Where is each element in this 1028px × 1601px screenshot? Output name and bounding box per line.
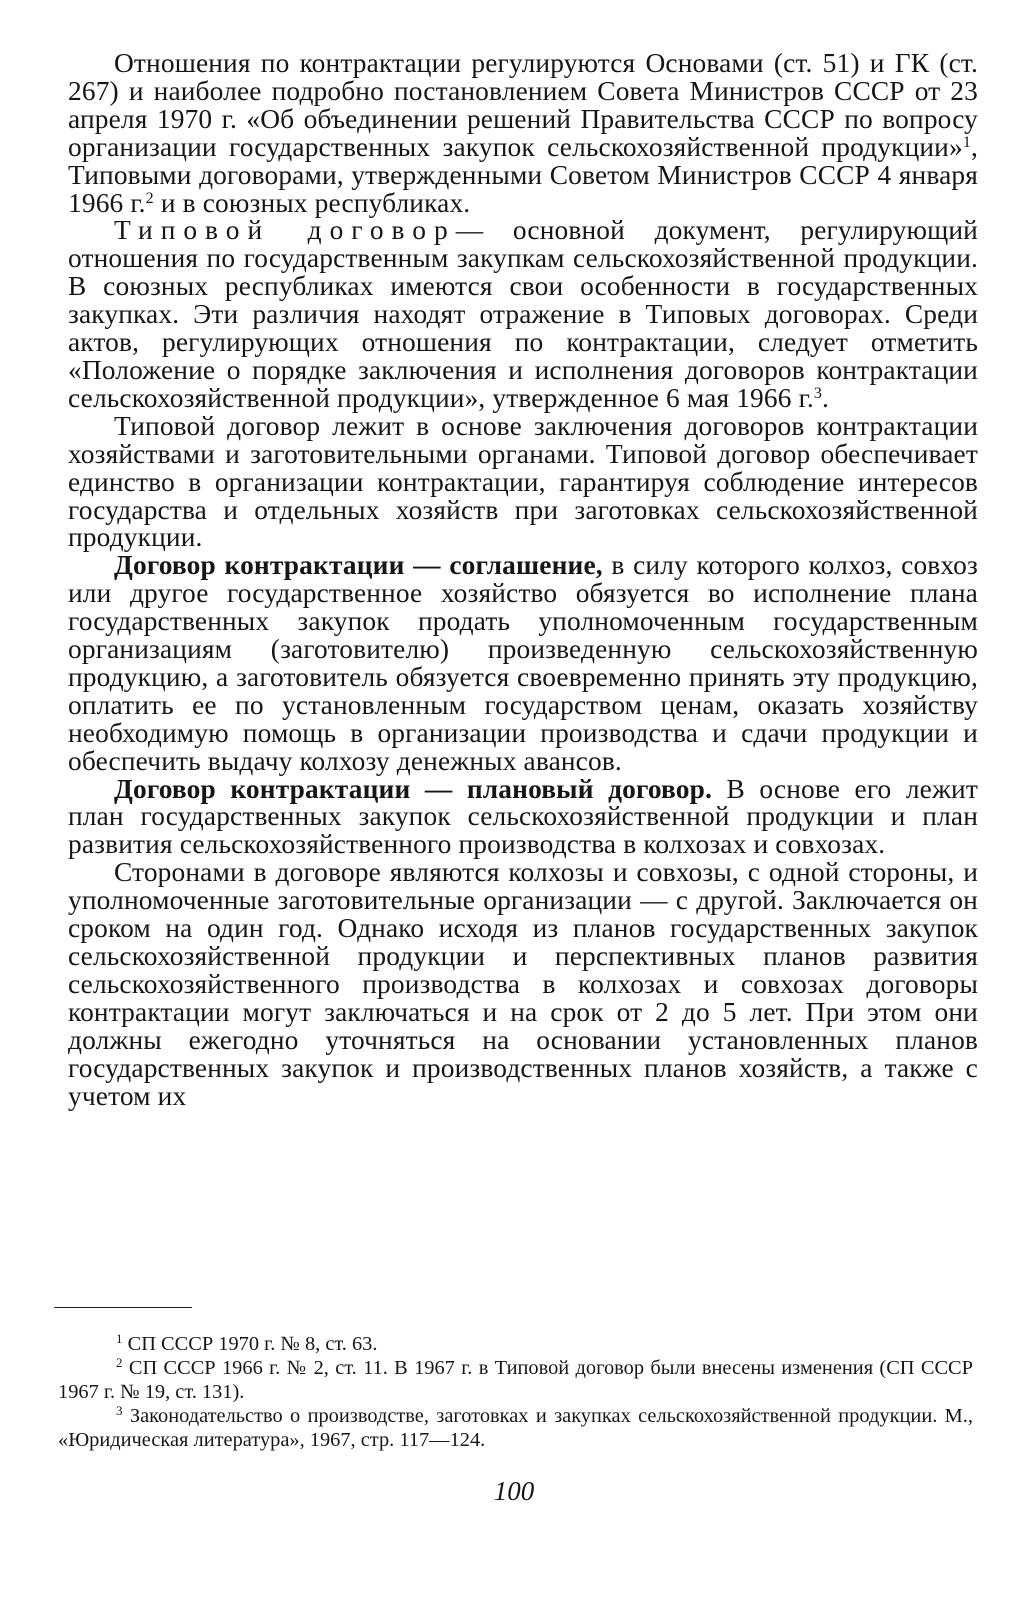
paragraph-1	[68, 50, 978, 217]
footnote-1-text: СП СССР 1970 г. № 8, ст. 63.	[127, 1333, 378, 1355]
paragraph-5-text: В основе его лежит план государственных закупок сельскохозяйственной продукции и план развития сельскохозяйственного производства в колхозах и совхозах.	[68, 773, 978, 860]
paragraph-2-text: — основной документ, регулирующий отношения по государственным закупкам сельскохозяйственной продукции. В союзных республиках имеются свои особенности в государственных закупках. Эти различия находят отражение в Типовых договорах. Среди актов, регулирующих отношения по контрактации, следует отметить «Положение о порядке заключения и исполнения договоров контрактации сельскохозяйственной продукции», утвержденное 6 мая 1966 г.	[68, 215, 978, 413]
footnote-2-number: 2	[116, 1355, 123, 1370]
paragraph-2-end: .	[822, 382, 830, 413]
paragraph-2-term: Типовой договор	[114, 215, 456, 246]
paragraph-3-text: Типовой договор лежит в основе заключения договоров контрактации хозяйствами и заготовительными органами. Типовой договор обеспечивает единство в организации контрактации, гарантируя соблюдение интересов государства и отдельных хозяйств при заготовках сельскохозяйственной продукции.	[68, 410, 978, 553]
footnote-1	[58, 1332, 973, 1356]
paragraph-6	[68, 859, 978, 1110]
footnotes	[58, 1332, 973, 1452]
paragraph-4-definition: Договор контрактации — соглашение,	[114, 550, 603, 581]
paragraph-5-definition: Договор контрактации — плановый договор.	[114, 773, 713, 804]
footnote-ref-1: 1	[962, 133, 971, 151]
paragraph-4	[68, 552, 978, 775]
paragraph-2	[68, 217, 978, 412]
paragraph-4-text: в силу которого колхоз, совхоз или другое государственное хозяйство обязуется во исполнение плана государственных закупок продать уполномоченным государственным организациям (заготовителю) произведенную сельскохозяйственную продукцию, а заготовитель обязуется своевременно принять эту продукцию, оплатить ее по установленным государством ценам, оказать хозяйству необходимую помощь в организации производства и сдачи продукции и обеспечить выдачу колхозу денежных авансов.	[68, 550, 978, 776]
paragraph-1-end: и в союзных республиках.	[153, 187, 471, 218]
footnote-3-number: 3	[116, 1403, 123, 1418]
paragraph-3	[68, 410, 978, 553]
footnote-1-number: 1	[116, 1331, 123, 1346]
footnote-2	[58, 1356, 973, 1404]
footnote-3	[58, 1404, 973, 1452]
page-number: 100	[493, 1476, 535, 1506]
footnote-ref-2: 2	[145, 189, 154, 207]
footnote-3-text: Законодательство о производстве, заготовках и закупках сельскохозяйственной продукции. М., «Юридическая литература», 1967, стр. 117—124.	[58, 1405, 973, 1451]
footnote-ref-3: 3	[813, 384, 823, 402]
paragraph-6-text: Сторонами в договоре являются колхозы и совхозы, с одной стороны, и уполномоченные заготовительные организации — с другой. Заключается он сроком на один год. Однако исходя из планов государственных закупок сельскохозяйственной продукции и перспективных планов развития сельскохозяйственного производства в колхозах и совхозах договоры контрактации могут заключаться и на срок от 2 до 5 лет. При этом они должны ежегодно уточняться на основании установленных планов государственных закупок и производственных планов хозяйств, а также с учетом их	[68, 857, 978, 1111]
main-text	[68, 50, 978, 1110]
footnote-divider	[54, 1307, 192, 1308]
paragraph-1-text: Отношения по контрактации регулируются Основами (ст. 51) и ГК (ст. 267) и наиболее подробно постановлением Совета Министров СССР от 23 апреля 1970 г. «Об объединении решений Правительства СССР по вопросу организации государственных закупок сельскохозяйственной продукции»	[68, 48, 978, 162]
paragraph-5	[68, 773, 978, 860]
footnote-2-text: СП СССР 1966 г. № 2, ст. 11. В 1967 г. в Типовой договор были внесены изменения (СП СССР 1967 г. № 19, ст. 131).	[58, 1357, 973, 1403]
paragraph-1-mid: , Типовыми договорами, утвержденными Советом Министров СССР 4 января 1966 г.	[68, 131, 978, 218]
